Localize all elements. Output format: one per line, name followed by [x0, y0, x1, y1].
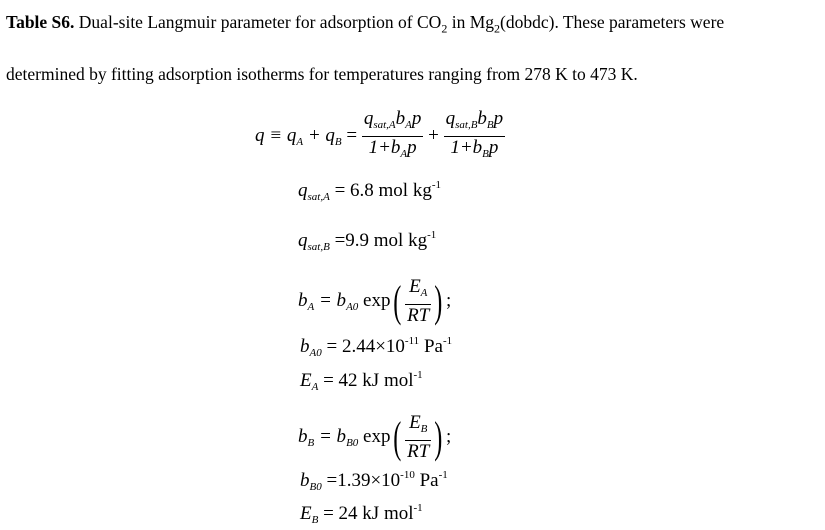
fraction-site-a: [362, 108, 424, 165]
qsat-a-symbol: q: [298, 180, 308, 201]
eb-sup: -1: [413, 502, 423, 514]
ba0-value: = 2.44×10: [321, 336, 405, 357]
caption-text-2: determined by fitting adsorption isotherms for temperatures ranging from 278 K to 473 K.: [6, 63, 638, 84]
ba-frac-num-sub: A: [420, 287, 428, 299]
bb-exp: exp: [358, 425, 391, 447]
bb0-exponent: -10: [400, 469, 415, 481]
equation-b-b: [298, 412, 451, 463]
equation-qsat-b: [298, 230, 436, 253]
frac-b-qsub: sat,B: [455, 119, 478, 131]
qsat-b-value: =9.9 mol kg: [329, 230, 428, 251]
equation-b-a0: [300, 336, 452, 359]
frac-b-den-sub: B: [482, 148, 489, 160]
eq-main-sub-b: B: [334, 135, 342, 148]
eq-main-lhs: q ≡ q: [255, 124, 297, 146]
frac-b-den: 1+b: [450, 137, 483, 158]
bb-left-paren: (: [393, 412, 402, 462]
equation-b-a: [298, 276, 451, 327]
equation-e-b: [300, 503, 423, 526]
bb-frac-den: RT: [407, 441, 430, 462]
ba-lhs: b: [298, 289, 308, 311]
ba-fraction: [405, 276, 431, 327]
ba-sub0: A0: [346, 300, 359, 313]
frac-a-p: p: [411, 108, 422, 129]
qsat-b-symbol: q: [298, 230, 308, 251]
ba-exp: exp: [358, 289, 391, 311]
equation-b-b0: [300, 470, 448, 493]
bb0-symbol: b: [300, 470, 310, 491]
bb0-value: =1.39×10: [321, 470, 401, 491]
ba-right-paren: ): [434, 276, 443, 326]
qsat-a-sub: sat,A: [307, 191, 330, 203]
frac-a-q: q: [363, 108, 374, 129]
qsat-a-sup: -1: [431, 179, 442, 191]
qsat-b-sup: -1: [427, 229, 437, 241]
ba-frac-den: RT: [407, 305, 430, 326]
bb0-sub: B0: [309, 481, 322, 493]
frac-b-bsub: B: [486, 119, 494, 131]
ba0-unit-sup: -1: [442, 335, 453, 347]
eq-main-plus: +: [428, 124, 439, 146]
co2-subscript: 2: [441, 21, 448, 36]
frac-a-den-sub: A: [400, 148, 408, 160]
frac-a-b: b: [395, 108, 406, 129]
frac-b-den-p: p: [488, 137, 499, 158]
bb-frac-num-sub: B: [420, 423, 428, 435]
bb-lhs: b: [298, 425, 308, 447]
bb-fraction: [405, 412, 431, 463]
mg-subscript: 2: [494, 21, 501, 36]
ea-symbol: E: [300, 370, 312, 391]
frac-a-den: 1+b: [368, 137, 401, 158]
caption-label: Table S6.: [6, 12, 75, 32]
caption-text-1c: (dobdc). These parameters were: [500, 12, 725, 32]
ba0-exponent: -11: [404, 335, 420, 347]
ba-frac-num: E: [409, 276, 421, 297]
eq-main-equals: =: [341, 124, 358, 146]
caption-text-1a: Dual-site Langmuir parameter for adsorption of CO: [74, 12, 442, 32]
eq-main-qb: + q: [303, 124, 335, 146]
eb-sub: B: [311, 514, 319, 526]
caption-text-1b: in Mg: [447, 12, 495, 32]
ea-value: = 42 kJ mol: [318, 370, 414, 391]
frac-a-qsub: sat,A: [373, 119, 396, 131]
table-caption: [6, 0, 821, 97]
equation-qsat-a: [298, 180, 441, 203]
ba0-sub: A0: [309, 347, 322, 359]
eb-symbol: E: [300, 503, 312, 524]
frac-b-q: q: [445, 108, 456, 129]
bb-sub0: B0: [346, 436, 359, 449]
bb-frac-num: E: [409, 412, 421, 433]
bb0-unit-sup: -1: [438, 469, 448, 481]
ba-lhs-sub: A: [307, 300, 315, 313]
equation-e-a: [300, 370, 423, 393]
ba-tail: ;: [445, 289, 452, 311]
ba0-symbol: b: [300, 336, 310, 357]
qsat-b-sub: sat,B: [307, 241, 330, 253]
frac-a-den-p: p: [407, 137, 417, 158]
bb-tail: ;: [445, 425, 452, 447]
fraction-site-b: [444, 108, 506, 165]
frac-b-p: p: [493, 108, 504, 129]
bb-lhs-sub: B: [307, 436, 315, 449]
frac-a-bsub: A: [405, 119, 412, 131]
qsat-a-value: = 6.8 mol kg: [329, 180, 432, 201]
bb-mid: = b: [314, 425, 347, 447]
ea-sup: -1: [413, 369, 423, 381]
frac-b-b: b: [477, 108, 487, 129]
ba-mid: = b: [314, 289, 347, 311]
eq-main-sub-a: A: [296, 135, 304, 148]
bb0-unit: Pa: [414, 470, 439, 491]
ea-sub: A: [311, 381, 319, 393]
bb-right-paren: ): [434, 412, 443, 462]
equation-main: [255, 108, 505, 165]
ba0-unit: Pa: [419, 336, 443, 357]
eb-value: = 24 kJ mol: [318, 503, 414, 524]
ba-left-paren: (: [393, 276, 402, 326]
